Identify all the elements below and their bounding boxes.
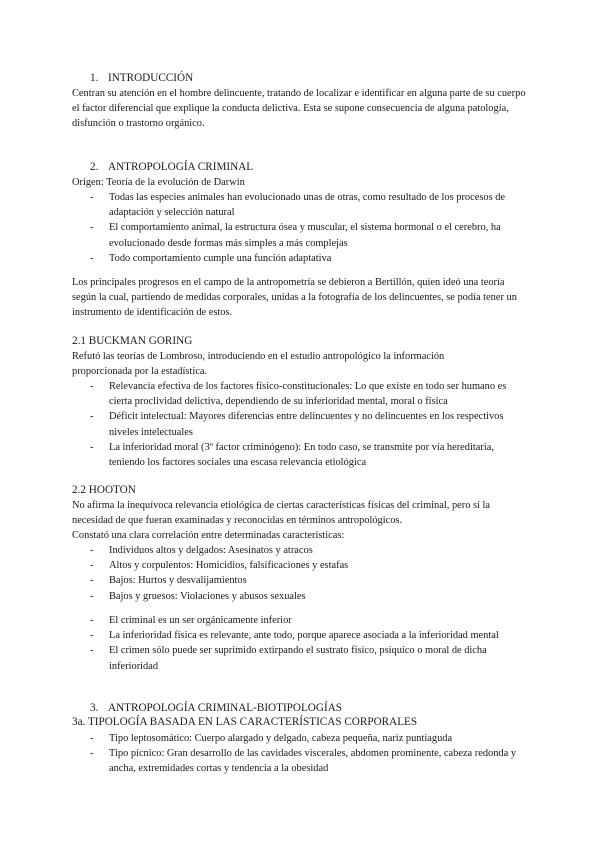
section-2-origin: Origen: Teoría de la evolución de Darwin [72, 177, 245, 188]
bullet-dash: - [90, 748, 94, 760]
list-item [90, 613, 530, 628]
list-item [90, 251, 530, 266]
list-item [90, 558, 530, 573]
list-item-text: El crimen sólo puede ser suprimido extirpando el sustrato físico, psíquico o moral de dicha inferioridad [109, 645, 487, 672]
list-item [90, 543, 530, 558]
list-item-text: Todo comportamiento cumple una función adaptativa [109, 252, 332, 264]
list-item-text: Déficit intelectual: Mayores diferencias entre delincuentes y no delincuentes en los respectivos niveles intelectuales [109, 411, 504, 438]
section-2-2-list-a [90, 543, 530, 604]
list-item [90, 379, 530, 409]
list-item-text: Relevancia efectiva de los factores físico-constitucionales: Lo que existe en todo ser humano es cierta proclividad delictiva, dependiendo de su inferioridad mental, moral o física [109, 381, 507, 408]
list-item-text: Altos y corpulentos: Homicidios, falsificaciones y estafas [109, 560, 349, 572]
section-2-list [90, 190, 530, 266]
bullet-dash: - [90, 441, 94, 453]
list-item-text: Todas las especies animales han evolucionado unas de otras, como resultado de los procesos de adaptación y selección natural [109, 192, 506, 219]
list-item-text: Bajos y gruesos: Violaciones y abusos sexuales [109, 590, 306, 602]
section-1-heading [90, 71, 193, 86]
section-2-2-paragraph: No afirma la inequívoca relevancia etiológica de ciertas características físicas del criminal, pero sí la necesidad de que fueran examinadas y reconocidas en términos antropológicos. [72, 500, 491, 527]
list-item-text: La inferioridad física es relevante, ante todo, porque aparece asociada a la inferioridad mental [109, 630, 499, 642]
section-3-number: 3. [90, 702, 99, 714]
section-2-2-title: 2.2 HOOTON [72, 484, 136, 496]
section-3a-title: 3a. TIPOLOGÍA BASADA EN LAS CARACTERÍSTICAS CORPORALES [72, 716, 418, 728]
section-3-title: ANTROPOLOGÍA CRIMINAL-BIOTIPOLOGÍAS [108, 702, 342, 714]
list-item-text: Bajos: Hurtos y desvalijamientos [109, 575, 247, 587]
bullet-dash: - [90, 630, 94, 642]
list-item [90, 190, 530, 220]
section-1-title: INTRODUCCIÓN [108, 72, 194, 84]
list-item [90, 643, 530, 673]
section-2-1-title: 2.1 BUCKMAN GORING [72, 335, 193, 347]
list-item-text: Tipo pícnico: Gran desarrollo de las cavidades viscerales, abdomen prominente, cabeza redonda y ancha, extremidades cortas y tendencia a la obesidad [109, 748, 517, 775]
list-item [90, 628, 530, 643]
bullet-dash: - [90, 615, 94, 626]
section-2-1-paragraph: Refutó las teorías de Lombroso, introduciendo en el estudio antropológico la información proporcionada por la estadística. [72, 351, 445, 378]
section-2-1-list [90, 379, 530, 470]
bullet-dash: - [90, 545, 94, 556]
section-1-paragraph: Centran su atención en el hombre delincuente, tratando de localizar e identificar en alguna parte de su cuerpo el factor diferencial que explique la conducta delictiva. Esta se supone consecuencia de alguna patología, disfunción o trastorno orgánico. [72, 88, 526, 130]
section-1-number: 1. [90, 72, 99, 84]
list-item [90, 409, 530, 439]
section-3a-list [90, 731, 530, 777]
list-item [90, 746, 530, 776]
section-2-paragraph: Los principales progresos en el campo de la antropometría se debieron a Bertillón, quien ideó una teoría según la cual, partiendo de medidas corporales, unidas a la fotografía de los delincuentes, se podía tener un instrumento de identificación de estos. [72, 277, 517, 319]
bullet-dash: - [90, 733, 94, 744]
section-2-number: 2. [90, 161, 99, 173]
bullet-dash: - [90, 192, 94, 203]
bullet-dash: - [90, 590, 94, 602]
list-item [90, 220, 530, 250]
list-item [90, 731, 530, 746]
bullet-dash: - [90, 252, 94, 264]
bullet-dash: - [90, 575, 94, 587]
bullet-dash: - [90, 645, 94, 657]
list-item-text: El comportamiento animal, la estructura ósea y muscular, el sistema hormonal o el cerebro, ha evolucionado desde formas más simples a más complejas [109, 222, 501, 249]
section-2-heading [90, 160, 253, 175]
bullet-dash: - [90, 411, 94, 423]
section-2-2-list-b [90, 613, 530, 674]
list-item [90, 440, 530, 470]
section-3-heading [90, 701, 342, 716]
list-item-text: El criminal es un ser orgánicamente inferior [109, 615, 292, 626]
bullet-dash: - [90, 381, 94, 392]
list-item [90, 589, 530, 604]
list-item-text: La inferioridad moral (3º factor criminógeno): En todo caso, se transmite por vía hereditaria, teniendo los factores sociales una escasa relevancia etiológica [109, 441, 494, 469]
section-2-title: ANTROPOLOGÍA CRIMINAL [108, 161, 254, 173]
list-item [90, 573, 530, 588]
bullet-dash: - [90, 222, 94, 234]
bullet-dash: - [90, 560, 94, 572]
section-2-2-line: Constató una clara correlación entre determinadas características: [72, 530, 345, 541]
list-item-text: Tipo leptosomático: Cuerpo alargado y delgado, cabeza pequeña, nariz puntiaguda [109, 733, 453, 744]
list-item-text: Individuos altos y delgados: Asesinatos y atracos [109, 545, 313, 556]
